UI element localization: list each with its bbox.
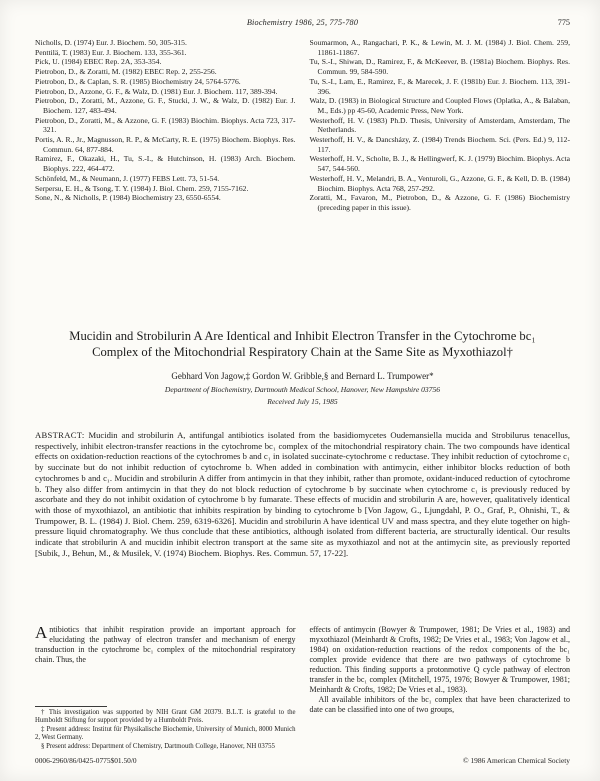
drop-cap: A	[35, 623, 48, 642]
reference-item: Westerhoff, H. V., Scholte, B. J., & Hellingwerf, K. J. (1979) Biochim. Biophys. Acta 547, 544-560.	[309, 154, 570, 174]
reference-item: Westerhoff, H. V. (1983) Ph.D. Thesis, University of Amsterdam, Amsterdam, The Netherlands.	[309, 115, 570, 135]
abstract-text: Mucidin and strobilurin A, antifungal antibiotics isolated from the basidiomycetes Oudemansiella mucida and Strobilurus tenacellus, respectively, inhibit electron-transfer reactions in the cytochrome bc₁ complex of the mitochondrial respiratory chain. The two compounds have identical effects on oxidation-reduction reactions of the cytochromes b and c₁ in isolated succinate-cytochrome c reductase. They inhibit reduction of cytochrome c₁ by succinate but do not inhibit reduction of cytochrome b. When added in combination with antimycin, either inhibitor blocks reduction of both cytochromes b and c₁. Mucidin and strobilurin A differ from antimycin in that they inhibit, rather than promote, oxidant-induced reduction of cytochrome b. They also differ from antimycin in that they do not block reduction of cytochrome b by succinate when cytochrome c₁ is previously reduced by ascorbate and they do not inhibit oxidation of cytochrome b by fumarate. These effects of mucidin and strobilurin A are, however, qualitatively identical with those of myxothiazol, an antibiotic that inhibits respiration by binding to cytochrome b [Von Jagow, G., Ljungdahl, P. O., Graf, P., Ohnishi, T., & Trumpower, B. L. (1984) J. Biol. Chem. 259, 6319-6326]. Mucidin and strobilurin A have identical UV and mass spectra, and they elute together on high-pressure liquid chromatography. We thus conclude that these antibiotics, although isolated from different bacteria, are structurally identical. Our results indicate that strobilurin A and mucidin inhibit electron transport at the same site as myxothiazol and not at the antimycin site, as previously reported [Subik, J., Behun, M., & Musilek, V. (1974) Biochem. Biophys. Res. Commun. 57, 17-22].	[35, 430, 570, 558]
reference-item: Pietrobon, D., Zoratti, M., Azzone, G. F., Stucki, J. W., & Walz, D. (1982) Eur. J. Biochem. 127, 483-494.	[35, 96, 296, 115]
reference-item: Pietrobon, D., Zoratti, M., & Azzone, G. F. (1983) Biochim. Biophys. Acta 723, 317-321.	[35, 115, 296, 135]
reference-item: Penttilä, T. (1983) Eur. J. Biochem. 133, 355-361.	[35, 47, 187, 57]
abstract-label: ABSTRACT:	[35, 430, 85, 440]
article-title: Mucidin and Strobilurin A Are Identical and Inhibit Electron Transfer in the Cytochrome bc₁ Complex of the Mitochondrial Respiratory Chain at the Same Site as Myxothiazol†	[69, 329, 536, 359]
received-date: Received July 15, 1985	[267, 397, 338, 406]
page-number: 775	[557, 18, 570, 27]
body-paragraph: All available inhibitors of the bc₁ complex that have been characterized to date can be classified into one of two groups,	[309, 695, 570, 714]
reference-item: Nicholls, D. (1974) Eur. J. Biochem. 50, 305-315.	[35, 38, 187, 47]
footer-copyright: © 1986 American Chemical Society	[462, 756, 570, 765]
reference-item: Westerhoff, H. V., Melandri, B. A., Venturoli, G., Azzone, G. F., & Kell, D. B. (1984) Biochim. Biophys. Acta 768, 257-292.	[309, 173, 570, 193]
affiliation-line: Department of Biochemistry, Dartmouth Medical School, Hanover, New Hampshire 03756	[164, 385, 441, 394]
footnotes-list	[35, 709, 296, 752]
body-first-paragraph	[35, 625, 296, 665]
reference-item: Sone, N., & Nicholls, P. (1984) Biochemistry 23, 6550-6554.	[35, 193, 221, 203]
reference-item: Pietrobon, D., & Caplan, S. R. (1985) Biochemistry 24, 5764-5776.	[35, 76, 241, 86]
journal-citation-line: Biochemistry 1986, 25, 775-780	[246, 18, 359, 27]
body-column-right	[310, 625, 571, 751]
body-paragraph: effects of antimycin (Bowyer & Trumpower, 1981; De Vries et al., 1983) and myxothiazol (Meinhardt & Crofts, 1982; De Vries et al., 1983; Von Jagow et al., 1984) on oxidation-reduction reactions of the redox components of the bc₁ complex provide evidence that there are two pathways of cytochrome b reduction. This finding supports a protonmotive Q cycle pathway of electron transfer in the bc₁ complex (Mitchell, 1975, 1976; Bowyer & Trumpower, 1981; Meinhardt & Crofts, 1982; De Vries et al., 1983).	[309, 625, 570, 694]
reference-item: Tu, S.-I., Lam, E., Ramirez, F., & Marecek, J. F. (1981b) Eur. J. Biochem. 113, 391-396.	[309, 76, 570, 96]
references-section	[35, 38, 570, 213]
abstract-block	[35, 430, 570, 558]
references-column-right	[310, 38, 571, 213]
footnote-item: † This investigation was supported by NIH Grant GM 20379. B.L.T. is grateful to the Humboldt Stiftung for support provided by a Humboldt Preis.	[35, 708, 296, 724]
reference-item: Walz, D. (1983) in Biological Structure and Coupled Flows (Oplatka, A., & Balaban, M., Eds.) pp 45-60, Academic Press, New York.	[309, 96, 570, 115]
reference-item: Pick, U. (1984) EBEC Rep. 2A, 353-354.	[35, 57, 162, 67]
title-block	[48, 328, 557, 406]
reference-item: Ramirez, F., Okazaki, H., Tu, S.-I., & Hutchinson, H. (1983) Arch. Biochem. Biophys. 222, 464-472.	[35, 154, 296, 174]
body-column-left	[35, 625, 296, 751]
page-header	[35, 18, 570, 30]
reference-item: Schönfeld, M., & Neumann, J. (1977) FEBS Lett. 73, 51-54.	[35, 173, 220, 183]
page-footer	[35, 756, 570, 765]
reference-item: Portis, A. R., Jr., Magnusson, R. P., & McCarty, R. E. (1975) Biochem. Biophys. Res. Commun. 64, 877-884.	[35, 135, 296, 154]
reference-item: Zoratti, M., Favaron, M., Pietrobon, D., & Azzone, G. F. (1986) Biochemistry (preceding paper in this issue).	[309, 193, 570, 212]
body-columns	[35, 625, 570, 751]
authors-line: Gebhard Von Jagow,‡ Gordon W. Gribble,§ and Bernard L. Trumpower*	[171, 371, 434, 381]
reference-item: Pietrobon, D., Azzone, G. F., & Walz, D. (1981) Eur. J. Biochem. 117, 389-394.	[35, 86, 278, 96]
reference-item: Westerhoff, H. V., & Dancsházy, Z. (1984) Trends Biochem. Sci. (Pers. Ed.) 9, 112-117.	[309, 135, 570, 154]
reference-item: Soumarmon, A., Rangachari, P. K., & Lewin, M. J. M. (1984) J. Biol. Chem. 259, 11861-11867.	[309, 38, 570, 57]
footnotes-block	[35, 706, 296, 752]
body-paragraph-text: ntibiotics that inhibit respiration provide an important approach for elucidating the pathway of electron transfer and mechanism of energy transduction in the cytochrome bc₁ complex of the mitochondrial respiratory chain. Thus, the	[35, 625, 296, 664]
footnote-item: § Present address: Department of Chemistry, Dartmouth College, Hanover, NH 03755	[41, 742, 275, 750]
references-column-left	[35, 38, 296, 213]
footnote-item: ‡ Present address: Institut für Physikalische Biochemie, University of Munich, 8000 Munich 2, West Germany.	[35, 725, 296, 741]
reference-item: Pietrobon, D., & Zoratti, M. (1982) EBEC Rep. 2, 255-256.	[35, 67, 217, 77]
footer-issn-code: 0006-2960/86/0425-0775$01.50/0	[35, 756, 137, 765]
reference-item: Tu, S.-I., Shiwan, D., Ramirez, F., & McKeever, B. (1981a) Biochem. Biophys. Res. Commun. 99, 584-590.	[309, 57, 570, 77]
footnote-rule	[35, 706, 107, 707]
reference-item: Serpersu, E. H., & Tsong, T. Y. (1984) J. Biol. Chem. 259, 7155-7162.	[35, 183, 249, 193]
